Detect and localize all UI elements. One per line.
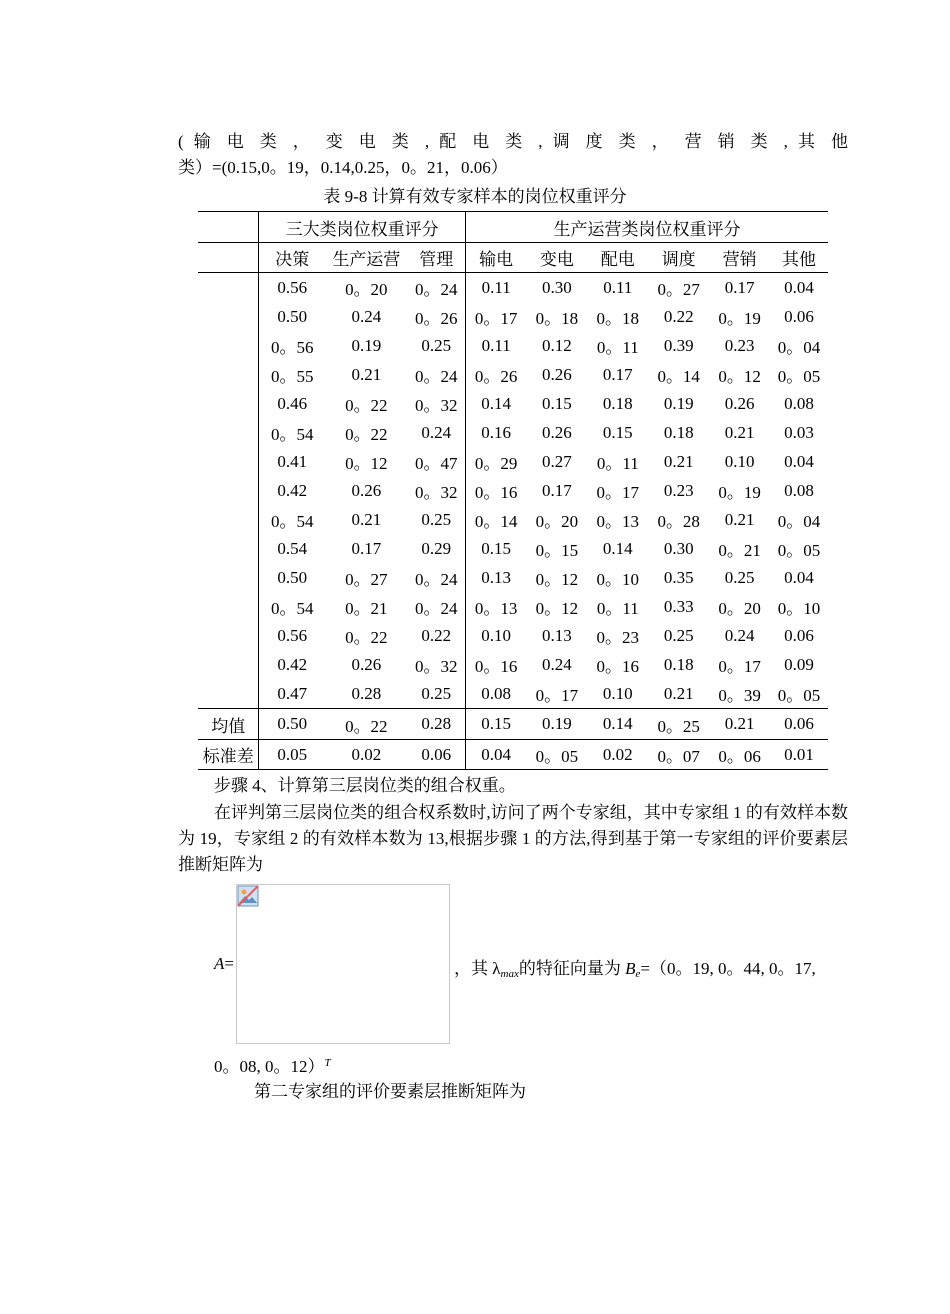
weight-score-table [198,211,828,770]
vector-values: =（0。19, 0。44, 0。17, [640,959,816,978]
table-row [198,447,828,476]
table-cell: 0。54 [259,592,325,621]
vector-subscript: e [635,968,641,980]
table-cell: 0。32 [415,657,458,676]
table-row [198,621,828,650]
corner-cell [198,243,259,273]
table-caption: 表 9-8 计算有效专家样本的岗位权重评分 [323,187,627,206]
table-cell: 0。17 [465,302,526,331]
table-cell: 0.26 [351,480,382,500]
column-header-row [198,243,828,273]
table-cell: 0.15 [465,534,526,563]
table-cell: 0.06 [408,740,466,770]
row-label [198,273,259,303]
table-cell: 0.26 [541,364,572,384]
table-cell: 0.18 [663,422,694,442]
table-cell: 0。18 [596,309,640,328]
body-paragraph: 在评判第三层岗位类的组合权系数时,访问了两个专家组，其中专家组 1 的有效样本数为 19，专家组 2 的有效样本数为 13,根据步骤 1 的方法,得到基于第一专家组的评价要素层推断矩阵为 [178,803,848,874]
table-cell: 0.22 [663,306,694,326]
matrix-image-placeholder [236,884,450,1044]
table-cell: 0.22 [421,625,452,645]
table-cell: 0.04 [784,567,814,587]
table-cell: 0.21 [724,509,755,529]
table-cell: 0.08 [465,679,526,709]
table-cell: 0.21 [663,683,694,703]
table-cell: 0。23 [596,628,640,647]
table-cell: 0。15 [535,541,579,560]
table-cell: 0.04 [784,451,814,471]
row-label [198,447,259,476]
table-cell: 0.50 [259,709,325,740]
row-label [198,389,259,418]
table-row [198,505,828,534]
table-cell: 0。11 [596,599,639,618]
table-cell: 0.18 [602,393,633,413]
transpose-superscript: T [324,1057,331,1069]
table-cell: 0。05 [777,367,821,386]
table-cell: 0。24 [415,367,458,386]
table-cell: 0.56 [259,621,325,650]
corner-cell [198,212,259,243]
table-cell: 0.23 [724,335,755,355]
table-cell: 0.54 [259,534,325,563]
table-cell: 0.30 [541,277,572,297]
vector-continuation [214,1050,331,1080]
table-cell: 0。05 [777,541,821,560]
table-cell: 0.08 [784,393,814,413]
lambda-prefix: ，其 λ [454,959,501,978]
column-header: 管理 [408,243,466,273]
table-row [198,563,828,592]
table-cell: 0。17 [535,686,579,705]
table-cell: 0.13 [541,625,572,645]
table-cell: 0.24 [724,625,755,645]
table-cell: 0.17 [724,277,755,297]
table-cell: 0。14 [465,505,526,534]
table-cell: 0.11 [465,273,526,303]
table-cell: 0.28 [351,683,382,703]
column-header: 变电 [526,243,587,273]
table-cell: 0。24 [415,570,458,589]
table-cell: 0.23 [663,480,694,500]
table-cell: 0.33 [663,596,694,616]
table-row [198,476,828,505]
group-header-production-operations: 生产运营类岗位权重评分 [465,212,828,243]
table-cell: 0。20 [535,512,579,531]
table-cell: 0。32 [415,396,458,415]
column-header: 其他 [770,243,828,273]
row-label [198,592,259,621]
table-cell: 0.21 [724,422,755,442]
table-cell: 0.06 [770,709,828,740]
group-header-row [198,212,828,243]
table-cell: 0.47 [259,679,325,709]
body-paragraph-2: 第二专家组的评价要素层推断矩阵为 [254,1082,526,1101]
table-cell: 0.06 [784,306,814,326]
table-cell: 0。12 [535,599,579,618]
table-cell: 0.56 [259,273,325,303]
table-cell: 0.42 [259,476,325,505]
table-cell: 0.30 [663,538,694,558]
table-cell: 0。10 [596,570,640,589]
table-row [198,273,828,303]
table-cell: 0。28 [657,512,700,531]
column-header: 决策 [259,243,325,273]
equals-sign: = [224,954,234,973]
table-cell: 0。17 [718,657,761,676]
table-cell: 0.10 [465,621,526,650]
table-cell: 0。26 [465,360,526,389]
table-cell: 0。04 [777,512,821,531]
table-cell: 0.25 [421,509,452,529]
table-cell: 0。10 [777,599,821,618]
table-row [198,592,828,621]
table-cell: 0。04 [777,338,821,357]
mean-row [198,709,828,740]
table-cell: 0.21 [663,451,694,471]
table-cell: 0.16 [465,418,526,447]
table-cell: 0.39 [663,335,694,355]
table-cell: 0。27 [345,570,388,589]
table-cell: 0.19 [351,335,382,355]
broken-image-icon [237,885,259,907]
column-header: 营销 [709,243,770,273]
table-cell: 0。24 [415,599,458,618]
table-cell: 0.25 [724,567,755,587]
table-cell: 0。19 [718,483,761,502]
row-label [198,302,259,331]
table-cell: 0.14 [602,538,633,558]
table-cell: 0.27 [541,451,572,471]
row-label [198,360,259,389]
table-cell: 0。13 [465,592,526,621]
table-cell: 0.09 [784,654,814,674]
table-cell: 0.46 [259,389,325,418]
row-label [198,650,259,679]
table-cell: 0.15 [541,393,572,413]
table-cell: 0。22 [345,396,388,415]
matrix-variable: A [214,954,225,973]
eigenvector-text [454,954,850,980]
row-label: 标准差 [198,740,259,770]
std-row [198,740,828,770]
table-cell: 0。16 [465,476,526,505]
table-cell: 0.41 [259,447,325,476]
table-cell: 0.21 [351,364,382,384]
table-cell: 0.02 [325,740,408,770]
table-cell: 0。39 [718,686,761,705]
table-cell: 0。11 [596,338,639,357]
eigenvector-label: 的特征向量为 [518,959,626,978]
intro-paragraph [178,129,848,181]
table-cell: 0.14 [587,709,648,740]
step-4-heading: 步骤 4、计算第三层岗位类的组合权重。 [214,776,516,795]
table-cell: 0。55 [259,360,325,389]
table-cell: 0。16 [465,650,526,679]
table-cell: 0。07 [648,740,709,770]
table-cell: 0。22 [345,425,388,444]
table-row [198,418,828,447]
table-cell: 0.25 [421,335,452,355]
table-cell: 0。24 [415,280,458,299]
table-cell: 0。20 [718,599,761,618]
table-cell: 0。19 [718,309,761,328]
table-cell: 0。22 [325,709,408,740]
matrix-lhs [214,954,234,974]
table-cell: 0.03 [784,422,814,442]
table-cell: 0。05 [526,740,587,770]
table-cell: 0.14 [465,389,526,418]
table-cell: 0.24 [421,422,452,442]
table-cell: 0。27 [657,280,700,299]
table-cell: 0.05 [259,740,325,770]
table-cell: 0.10 [724,451,755,471]
table-row [198,679,828,709]
table-cell: 0.11 [603,277,633,297]
table-cell: 0。13 [596,512,640,531]
table-cell: 0.11 [465,331,526,360]
table-cell: 0.12 [541,335,572,355]
table-cell: 0.25 [663,625,694,645]
intro-line-1: ( 输 电 类 ， 变 电 类 , 配 电 类 , 调 度 类 ， 营 销 类 , 其 他 [178,132,848,151]
table-cell: 0。06 [709,740,770,770]
table-row [198,302,828,331]
table-cell: 0。26 [415,309,458,328]
table-cell: 0.18 [663,654,694,674]
table-cell: 0。20 [345,280,388,299]
table-cell: 0。25 [648,709,709,740]
lambda-subscript: max [500,968,519,980]
vector-values-continued: 0。08, 0。12） [214,1057,325,1076]
table-cell: 0.17 [351,538,382,558]
table-row [198,331,828,360]
table-cell: 0.06 [784,625,814,645]
table-cell: 0.29 [421,538,452,558]
row-label [198,476,259,505]
row-label [198,418,259,447]
table-cell: 0。05 [777,686,821,705]
table-cell: 0。21 [345,599,388,618]
table-cell: 0.50 [259,563,325,592]
table-cell: 0.08 [784,480,814,500]
row-label [198,505,259,534]
table-cell: 0.21 [709,709,770,740]
table-cell: 0.17 [541,480,572,500]
table-cell: 0.01 [770,740,828,770]
table-cell: 0。12 [345,454,388,473]
matrix-formula [178,884,850,1046]
table-cell: 0.17 [602,364,633,384]
table-row [198,650,828,679]
table-cell: 0.26 [724,393,755,413]
table-cell: 0.19 [526,709,587,740]
table-cell: 0.15 [602,422,633,442]
table-cell: 0。18 [535,309,579,328]
table-cell: 0.26 [351,654,382,674]
table-cell: 0.04 [784,277,814,297]
row-label [198,679,259,709]
table-row [198,360,828,389]
table-cell: 0.04 [465,740,526,770]
table-cell: 0.35 [663,567,694,587]
table-cell: 0。11 [596,454,639,473]
table-cell: 0。12 [718,367,761,386]
table-cell: 0.26 [541,422,572,442]
table-cell: 0.24 [351,306,382,326]
row-label [198,534,259,563]
table-cell: 0.02 [587,740,648,770]
row-label [198,621,259,650]
table-cell: 0.13 [465,563,526,592]
table-cell: 0。29 [465,447,526,476]
table-cell: 0。14 [657,367,700,386]
row-label [198,331,259,360]
table-cell: 0。54 [259,505,325,534]
table-cell: 0.21 [351,509,382,529]
table-cell: 0。12 [535,570,579,589]
table-cell: 0。47 [415,454,458,473]
table-cell: 0。56 [259,331,325,360]
table-cell: 0.25 [421,683,452,703]
column-header: 配电 [587,243,648,273]
group-header-three-categories: 三大类岗位权重评分 [259,212,466,243]
row-label: 均值 [198,709,259,740]
table-cell: 0.10 [602,683,633,703]
vector-variable: B [625,959,636,978]
table-cell: 0.15 [465,709,526,740]
column-header: 调度 [648,243,709,273]
table-cell: 0.50 [259,302,325,331]
table-cell: 0。16 [596,657,640,676]
table-cell: 0.42 [259,650,325,679]
table-cell: 0。54 [259,418,325,447]
intro-line-2: 类）=(0.15,0。19，0.14,0.25，0。21，0.06） [178,158,508,177]
table-cell: 0。21 [718,541,761,560]
table-cell: 0.19 [663,393,694,413]
table-cell: 0。32 [415,483,458,502]
table-row [198,534,828,563]
row-label [198,563,259,592]
table-cell: 0.24 [541,654,572,674]
table-cell: 0。22 [345,628,388,647]
column-header: 输电 [465,243,526,273]
column-header: 生产运营 [325,243,408,273]
table-cell: 0。17 [596,483,640,502]
table-row [198,389,828,418]
table-cell: 0.28 [408,709,466,740]
